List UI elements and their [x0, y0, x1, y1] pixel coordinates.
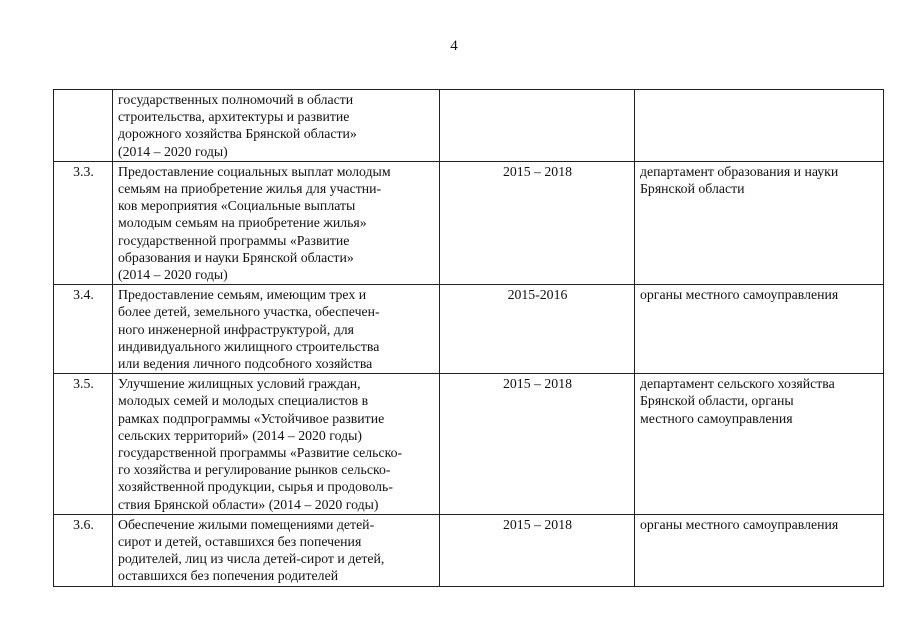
executor-cell: департамент сельского хозяйства Брянской области, органы местного самоуправления [635, 374, 884, 515]
row-number-cell: 3.5. [54, 374, 113, 515]
row-number-cell: 3.3. [54, 161, 113, 284]
period-cell [440, 90, 635, 162]
measure-name-cell: Предоставление социальных выплат молодым семьям на приобретение жилья для участни- ков мероприятия «Социальные выплаты молодым семьям на приобретение жилья» государственной программы «Развитие образования и науки Брянской области» (2014 – 2020 годы) [113, 161, 440, 284]
executor-cell [635, 90, 884, 162]
executor-cell: департамент образования и науки Брянской области [635, 161, 884, 284]
measure-name-cell: Предоставление семьям, имеющим трех и более детей, земельного участка, обеспечен- ного инженерной инфраструктурой, для индивидуального жилищного строительства или ведения личного подсобного хозяйства [113, 285, 440, 374]
executor-cell: органы местного самоуправления [635, 514, 884, 586]
measures-table [53, 89, 884, 587]
executor-cell: органы местного самоуправления [635, 285, 884, 374]
measure-name-cell: государственных полномочий в области строительства, архитектуры и развитие дорожного хозяйства Брянской области» (2014 – 2020 годы) [113, 90, 440, 162]
period-cell: 2015 – 2018 [440, 374, 635, 515]
period-cell: 2015 – 2018 [440, 161, 635, 284]
table-row [54, 285, 884, 374]
table-row [54, 90, 884, 162]
table-row [54, 374, 884, 515]
row-number-cell [54, 90, 113, 162]
page-number: 4 [450, 38, 458, 54]
measure-name-cell: Обеспечение жилыми помещениями детей- сирот и детей, оставшихся без попечения родителей, лиц из числа детей-сирот и детей, оставшихся без попечения родителей [113, 514, 440, 586]
measure-name-cell: Улучшение жилищных условий граждан, молодых семей и молодых специалистов в рамках подпрограммы «Устойчивое развитие сельских территорий» (2014 – 2020 годы) государственной программы «Развитие сельско- го хозяйства и регулирование рынков сельско- хозяйственной продукции, сырья и продоволь- ствия Брянской области» (2014 – 2020 годы) [113, 374, 440, 515]
table-row [54, 161, 884, 284]
table-row [54, 514, 884, 586]
row-number-cell: 3.6. [54, 514, 113, 586]
period-cell: 2015 – 2018 [440, 514, 635, 586]
period-cell: 2015-2016 [440, 285, 635, 374]
row-number-cell: 3.4. [54, 285, 113, 374]
